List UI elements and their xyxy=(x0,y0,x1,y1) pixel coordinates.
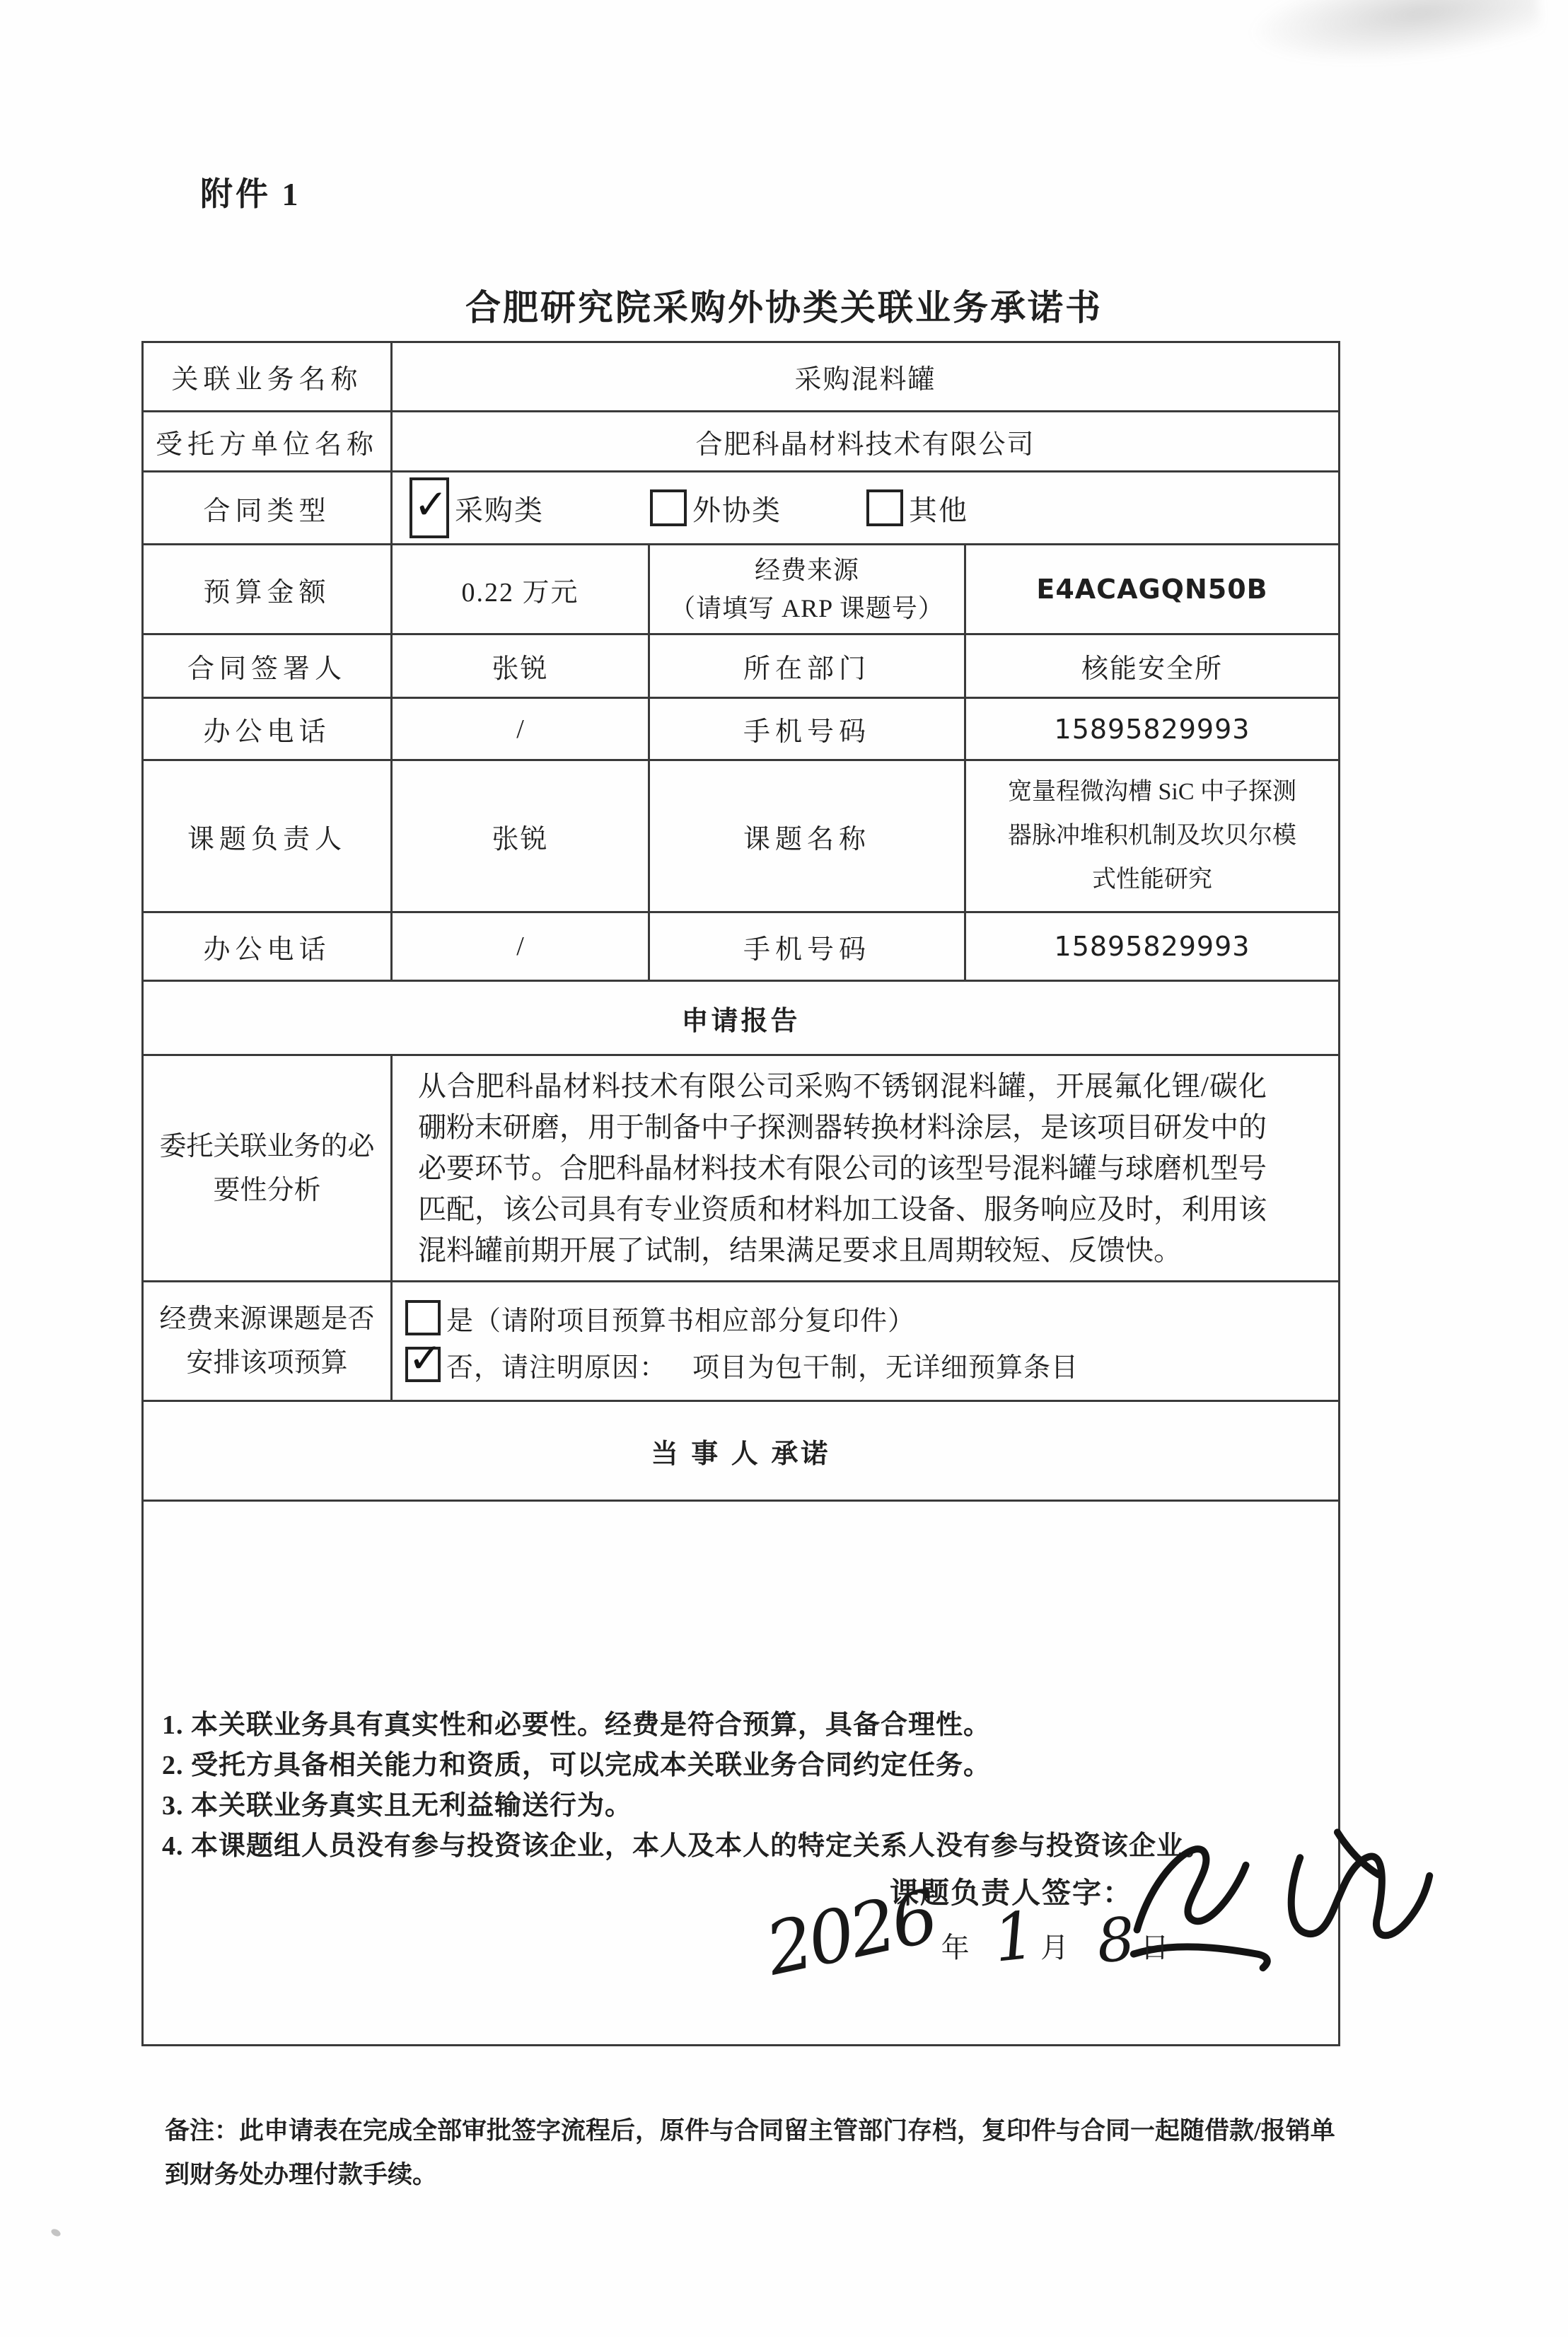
contract-type-options xyxy=(392,472,1340,545)
day-unit: 日 xyxy=(1140,1932,1169,1964)
mobile-2-value: 15895829993 xyxy=(965,912,1340,981)
promise-item-2: 2. 受托方具备相关能力和资质，可以完成本关联业务合同约定任务。 xyxy=(162,1750,992,1780)
office-phone-1-value: / xyxy=(392,698,649,760)
row-contract-signer xyxy=(143,634,1340,698)
handwritten-year: 2026 xyxy=(759,1874,943,1993)
trustee-name-label: 受托方单位名称 xyxy=(143,412,392,472)
business-name-label: 关联业务名称 xyxy=(143,342,392,412)
scan-speck-artifact xyxy=(50,2227,62,2238)
budget-arranged-options xyxy=(392,1282,1340,1401)
mobile-2-label: 手机号码 xyxy=(649,912,965,981)
budget-label: 预算金额 xyxy=(143,545,392,634)
budget-amount: 0.22 万元 xyxy=(392,545,649,634)
budget-arranged-yes-line xyxy=(405,1299,1338,1338)
office-phone-2-value: / xyxy=(392,912,649,981)
footer-note: 备注：此申请表在完成全部审批签字流程后，原件与合同留主管部门存档，复印件与合同一起随借款/报销单到财务处办理付款手续。 xyxy=(165,2117,1335,2188)
row-promises-and-signature xyxy=(143,1501,1340,2046)
business-name-value: 采购混料罐 xyxy=(392,342,1340,412)
row-contract-type xyxy=(143,472,1340,545)
funding-source-label xyxy=(649,545,965,634)
promise-item-4: 4. 本课题组人员没有参与投资该企业，本人及本人的特定关系人没有参与投资该企业。 xyxy=(162,1831,1212,1861)
no-option-reason: 项目为包干制，无详细预算条目 xyxy=(692,1352,1079,1383)
row-necessity xyxy=(143,1055,1340,1282)
row-budget-arranged xyxy=(143,1282,1340,1401)
necessity-text: 从合肥科晶材料技术有限公司采购不锈钢混料罐，开展氟化锂/碳化硼粉末研磨，用于制备中子探测器转换材料涂层，是该项目研发中的必要环节。合肥科晶材料技术有限公司的该型号混料罐与球磨机型号匹配，该公司具有专业资质和材料加工设备、服务响应及时，利用该混料罐前期开展了试制，结果满足要求且周期较短、反馈快。 xyxy=(418,1069,1267,1266)
checkmark-icon: ✓ xyxy=(414,482,450,528)
row-budget xyxy=(143,545,1340,634)
handwritten-month: 1 xyxy=(989,1897,1039,1977)
row-report-header xyxy=(143,981,1340,1055)
office-phone-1-label: 办公电话 xyxy=(143,698,392,760)
project-name-label: 课题名称 xyxy=(649,760,965,912)
option-outsourcing-type-label: 外协类 xyxy=(692,494,782,526)
option-outsourcing-type xyxy=(650,488,782,528)
promise-item-3: 3. 本关联业务真实且无利益输送行为。 xyxy=(162,1790,633,1821)
month-unit: 月 xyxy=(1040,1932,1069,1964)
yes-option-label: 是（请附项目预算书相应部分复印件） xyxy=(446,1306,916,1336)
signer-name: 张锐 xyxy=(392,634,649,698)
checkbox-yes[interactable] xyxy=(405,1300,441,1335)
checkbox-purchase-type-checked[interactable] xyxy=(410,477,449,538)
handwritten-day: 8 xyxy=(1093,1903,1138,1977)
contract-type-label: 合同类型 xyxy=(143,472,392,545)
funding-source-label-line1: 经费来源 xyxy=(754,556,859,584)
department-value: 核能安全所 xyxy=(965,634,1340,698)
option-purchase-type xyxy=(410,477,544,538)
necessity-text-cell xyxy=(392,1055,1340,1282)
row-office-phone-2 xyxy=(143,912,1340,981)
necessity-label: 委托关联业务的必要性分析 xyxy=(143,1055,392,1282)
page-title: 合肥研究院采购外协类关联业务承诺书 xyxy=(465,288,1103,327)
attachment-label: 附件 1 xyxy=(200,176,301,212)
row-promise-header xyxy=(143,1401,1340,1501)
application-report-header: 申请报告 xyxy=(143,981,1340,1055)
option-purchase-type-label: 采购类 xyxy=(455,494,544,526)
row-office-phone-1 xyxy=(143,698,1340,760)
promises-cell xyxy=(143,1501,1340,2046)
commitment-form-table xyxy=(141,341,1340,2046)
mobile-1-label: 手机号码 xyxy=(649,698,965,760)
no-option-label: 否，请注明原因： xyxy=(446,1352,668,1383)
option-other-type-label: 其他 xyxy=(909,494,968,526)
promise-item-1: 1. 本关联业务具有真实性和必要性。经费是符合预算，具备合理性。 xyxy=(162,1710,992,1740)
row-business-name xyxy=(143,342,1340,412)
office-phone-2-label: 办公电话 xyxy=(143,912,392,981)
party-promise-header: 当 事 人 承诺 xyxy=(143,1401,1340,1501)
checkbox-no-checked[interactable] xyxy=(405,1335,443,1382)
project-name-value: 宽量程微沟槽 SiC 中子探测器脉冲堆积机制及坎贝尔模式性能研究 xyxy=(965,760,1340,912)
funding-source-label-line2: （请填写 ARP 课题号） xyxy=(670,594,944,622)
signer-label: 合同签署人 xyxy=(143,634,392,698)
department-label: 所在部门 xyxy=(649,634,965,698)
leader-name: 张锐 xyxy=(392,760,649,912)
row-trustee-name xyxy=(143,412,1340,472)
budget-arranged-no-line xyxy=(405,1335,1338,1384)
checkmark-icon: ✓ xyxy=(408,1335,443,1381)
signature-label: 课题负责人签字： xyxy=(890,1877,1133,1909)
year-unit: 年 xyxy=(941,1932,970,1964)
budget-arranged-label: 经费来源课题是否安排该项预算 xyxy=(143,1282,392,1401)
checkbox-other-type[interactable] xyxy=(866,489,903,526)
scan-smudge-artifact xyxy=(1239,0,1543,81)
mobile-1-value: 15895829993 xyxy=(965,698,1340,760)
checkbox-outsourcing-type[interactable] xyxy=(650,489,687,526)
row-project-leader xyxy=(143,760,1340,912)
option-other-type xyxy=(866,488,968,528)
leader-label: 课题负责人 xyxy=(143,760,392,912)
trustee-name-value: 合肥科晶材料技术有限公司 xyxy=(392,412,1340,472)
arp-project-code: E4ACAGQN50B xyxy=(965,545,1340,634)
